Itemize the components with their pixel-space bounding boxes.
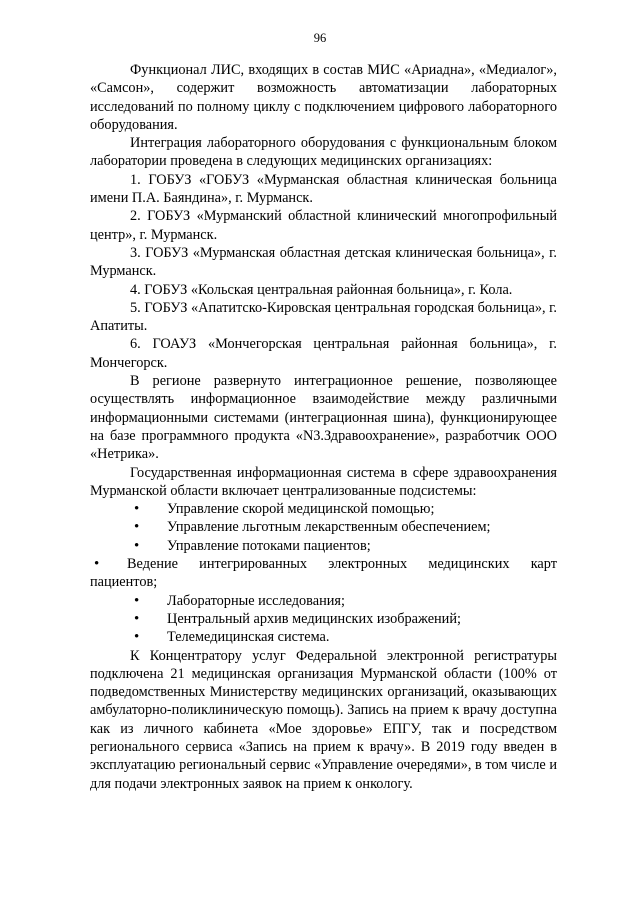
- list-item: [90, 555, 557, 592]
- list-item: 1. ГОБУЗ «ГОБУЗ «Мурманская областная клиническая больница имени П.А. Баяндина», г. Мурманск.: [90, 171, 557, 207]
- bullet-icon: [130, 610, 167, 628]
- list-item-text: Управление льготным лекарственным обеспечением;: [167, 519, 491, 536]
- bullet-icon: [130, 537, 167, 555]
- list-item: [90, 500, 557, 518]
- list-item: [90, 610, 557, 628]
- bullet-icon: [90, 555, 127, 573]
- list-item-text: Центральный архив медицинских изображений;: [167, 610, 461, 627]
- list-item: [90, 537, 557, 555]
- paragraph-lis-functionality: Функционал ЛИС, входящих в состав МИС «Ариадна», «Медиалог», «Самсон», содержит возможность автоматизации лабораторных исследований по полному циклу с подключением цифрового лабораторного оборудования.: [90, 62, 557, 133]
- list-item-text: Управление скорой медицинской помощью;: [167, 501, 435, 518]
- bullet-icon: [130, 592, 167, 610]
- list-item: 3. ГОБУЗ «Мурманская областная детская клиническая больница», г. Мурманск.: [90, 244, 557, 280]
- list-item: 5. ГОБУЗ «Апатитско-Кировская центральная городская больница», г. Апатиты.: [90, 299, 557, 335]
- list-item-text: Ведение интегрированных электронных медицинских карт пациентов;: [90, 556, 557, 591]
- list-item: 2. ГОБУЗ «Мурманский областной клинический многопрофильный центр», г. Мурманск.: [90, 208, 557, 243]
- document-body: [90, 61, 557, 793]
- paragraph-registry: К Концентратору услуг Федеральной электронной регистратуры подключена 21 медицинская организация Мурманской области (100% от подведомственных Министерству медицинских организаций, оказывающих амбулаторно-поликлиническую помощь). Запись на прием к врачу доступна как из личного кабинета «Мое здоровье» ЕПГУ, так и посредством регионального сервиса «Запись на прием к врачу». В 2019 году введен в эксплуатацию региональный сервис «Управление очередями», в том числе и для подачи электронных заявок на прием к онкологу.: [90, 647, 557, 792]
- list-item: 4. ГОБУЗ «Кольская центральная районная больница», г. Кола.: [130, 281, 513, 298]
- bullet-icon: [130, 628, 167, 646]
- organizations-list: [90, 171, 557, 372]
- list-item: [90, 518, 557, 536]
- list-item-text: Управление потоками пациентов;: [167, 537, 371, 554]
- paragraph-integration-bus: В регионе развернуто интеграционное решение, позволяющее осуществлять информационное взаимодействие между различными информационными системами (интеграционная шина), функционирующее на базе программного продукта «N3.Здравоохранение», разработчик ООО «Нетрика».: [90, 373, 557, 463]
- subsystems-list: [90, 500, 557, 646]
- paragraph-gis-subsystems: Государственная информационная система в сфере здравоохранения Мурманской области включает централизованные подсистемы:: [90, 464, 557, 499]
- paragraph-lab-integration: Интеграция лабораторного оборудования с функциональным блоком лаборатории проведена в следующих медицинских организациях:: [90, 135, 557, 170]
- list-item: 6. ГОАУЗ «Мончегорская центральная районная больница», г. Мончегорск.: [90, 336, 557, 371]
- bullet-icon: [130, 500, 167, 518]
- list-item: [90, 628, 557, 646]
- page-number: 96: [313, 31, 327, 45]
- list-item-text: Телемедицинская система.: [167, 629, 330, 646]
- list-item: [90, 592, 557, 610]
- list-item-text: Лабораторные исследования;: [167, 592, 345, 609]
- bullet-icon: [130, 518, 167, 536]
